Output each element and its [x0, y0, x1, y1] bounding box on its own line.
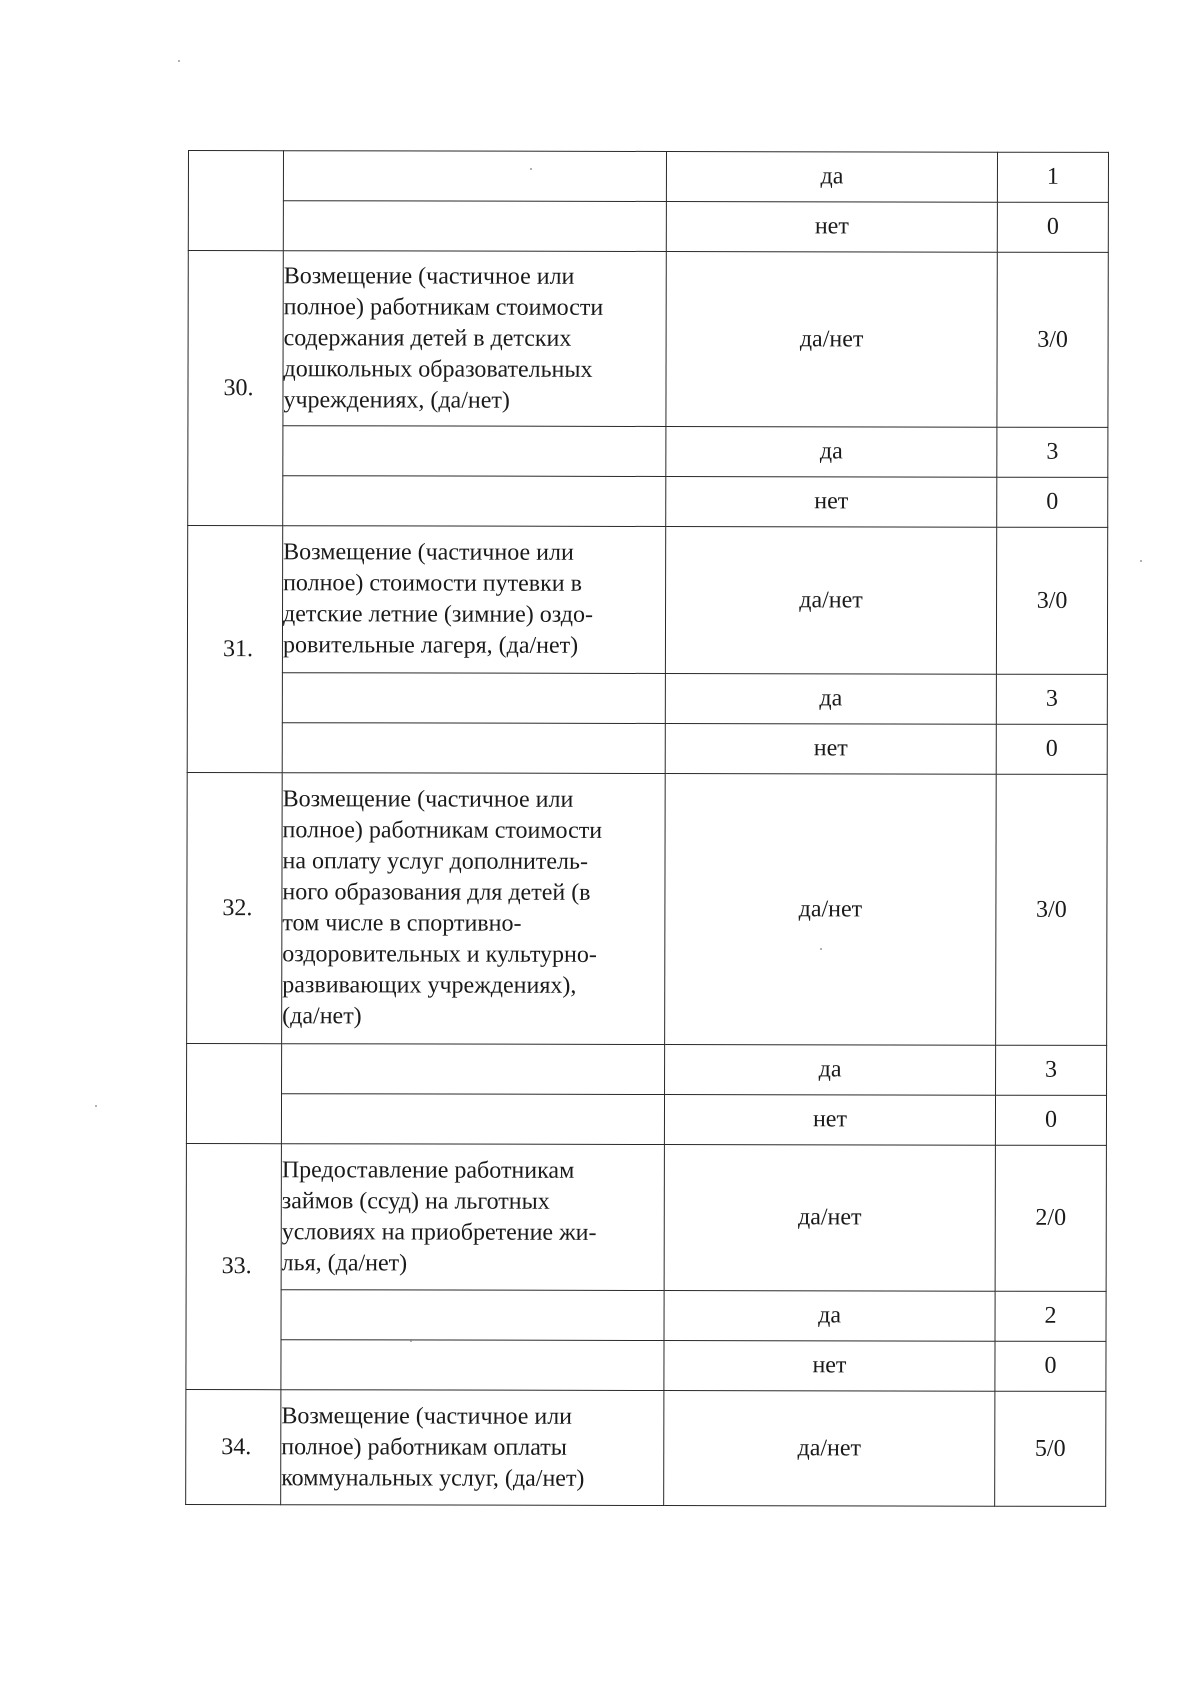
table-row [187, 1043, 1107, 1095]
description-line: ровительные лагеря, (да/нет) [282, 632, 579, 659]
description-cell [283, 151, 666, 202]
description-line: на оплату услуг дополнитель- [282, 848, 588, 875]
answer-cell: нет [666, 202, 997, 253]
description-cell [281, 1094, 664, 1145]
number-cell [186, 1389, 281, 1504]
answer-cell: да [665, 674, 996, 725]
number-cell [188, 251, 284, 526]
score-cell: 3/0 [996, 774, 1108, 1045]
answer-cell: да/нет [665, 774, 997, 1046]
description-line: учреждениях, (да/нет) [283, 386, 510, 414]
description-line: полное) работникам стоимости [283, 293, 604, 321]
answer-cell: да [665, 1045, 996, 1096]
table-row [187, 722, 1107, 774]
description-line: Предоставление работникам [281, 1156, 575, 1184]
number-cell [187, 526, 283, 773]
description-line: полное) работникам оплаты [281, 1433, 567, 1461]
answer-cell: да/нет [664, 1145, 995, 1292]
description-cell [283, 426, 666, 477]
number-cell [187, 772, 283, 1043]
number-cell [186, 1043, 281, 1143]
description-line: развивающих учреждениях), [282, 972, 577, 999]
table-row [188, 251, 1108, 428]
table-row [187, 772, 1108, 1045]
table-row [188, 201, 1108, 253]
description-line: детские летние (зимние) оздо- [283, 601, 594, 628]
score-cell: 5/0 [995, 1391, 1106, 1506]
table-row [186, 1289, 1106, 1341]
score-cell: 3 [996, 674, 1107, 724]
table-row [188, 426, 1108, 478]
description-cell [283, 251, 666, 427]
answer-cell: нет [664, 1340, 995, 1391]
answer-cell: нет [666, 477, 997, 528]
table-row [186, 1143, 1106, 1291]
description-line: займов (ссуд) на льготных [281, 1187, 550, 1215]
score-cell: 3 [996, 1045, 1107, 1095]
score-cell: 3/0 [997, 252, 1108, 427]
table-row [187, 526, 1107, 675]
table-row [186, 1389, 1106, 1506]
answer-cell: да/нет [664, 1390, 995, 1506]
answer-cell: да [664, 1290, 995, 1341]
description-cell [282, 723, 665, 774]
answer-cell: да [666, 427, 997, 478]
description-line: Возмещение (частичное или [281, 1402, 573, 1430]
scan-speck [820, 948, 822, 950]
table-row [188, 476, 1108, 528]
score-cell: 0 [996, 724, 1107, 774]
score-cell: 3/0 [996, 527, 1107, 674]
description-cell [281, 1340, 664, 1391]
number-cell [186, 1143, 282, 1389]
table-row [186, 1339, 1106, 1391]
number-cell [188, 151, 283, 251]
description-line: (да/нет) [282, 1003, 362, 1030]
criteria-table [185, 150, 1109, 1507]
description-cell [281, 1144, 664, 1291]
scan-speck [530, 168, 532, 170]
description-line: Возмещение (частичное или [283, 539, 574, 566]
score-cell: 0 [997, 477, 1108, 527]
description-line: содержания детей в детских [283, 324, 572, 352]
description-line: Возмещение (частичное или [283, 262, 575, 290]
table-row [186, 1093, 1106, 1145]
score-cell: 0 [995, 1341, 1106, 1391]
description-line: лья, (да/нет) [281, 1249, 408, 1276]
description-cell [282, 526, 665, 674]
description-line: Возмещение (частичное или [282, 786, 574, 813]
scan-speck [178, 60, 180, 62]
scan-speck [95, 1105, 97, 1107]
score-cell: 1 [997, 152, 1108, 202]
description-cell [283, 201, 666, 252]
score-cell: 3 [997, 427, 1108, 477]
answer-cell: да/нет [665, 527, 996, 675]
answer-cell: да/нет [666, 252, 997, 428]
answer-cell: нет [665, 724, 996, 775]
description-line: полное) работникам стоимости [282, 817, 603, 844]
table-row [187, 672, 1107, 724]
description-cell [281, 1290, 664, 1341]
description-line: коммунальных услуг, (да/нет) [281, 1464, 585, 1492]
description-cell [281, 1390, 664, 1506]
item-number: 30. [223, 374, 254, 401]
score-cell: 2/0 [995, 1145, 1106, 1291]
description-cell [283, 476, 666, 527]
item-number: 33. [221, 1253, 252, 1280]
description-line: ного образования для детей (в [282, 879, 591, 906]
table-row [188, 151, 1108, 203]
score-cell: 2 [995, 1291, 1106, 1341]
scan-speck [1140, 560, 1142, 562]
description-cell [282, 773, 666, 1045]
description-line: дошкольных образовательных [283, 355, 593, 383]
score-cell: 0 [995, 1095, 1106, 1145]
description-cell [282, 673, 665, 724]
description-line: том числе в спортивно- [282, 910, 522, 937]
scan-speck [410, 1340, 412, 1342]
item-number: 32. [222, 894, 253, 921]
description-line: условиях на приобретение жи- [281, 1218, 597, 1246]
item-number: 31. [222, 635, 253, 662]
answer-cell: нет [664, 1095, 995, 1146]
answer-cell: да [666, 152, 997, 203]
description-line: оздоровительных и культурно- [282, 941, 597, 968]
score-cell: 0 [997, 202, 1108, 252]
description-cell [282, 1044, 665, 1095]
item-number: 34. [221, 1433, 252, 1460]
description-line: полное) стоимости путевки в [283, 570, 582, 597]
